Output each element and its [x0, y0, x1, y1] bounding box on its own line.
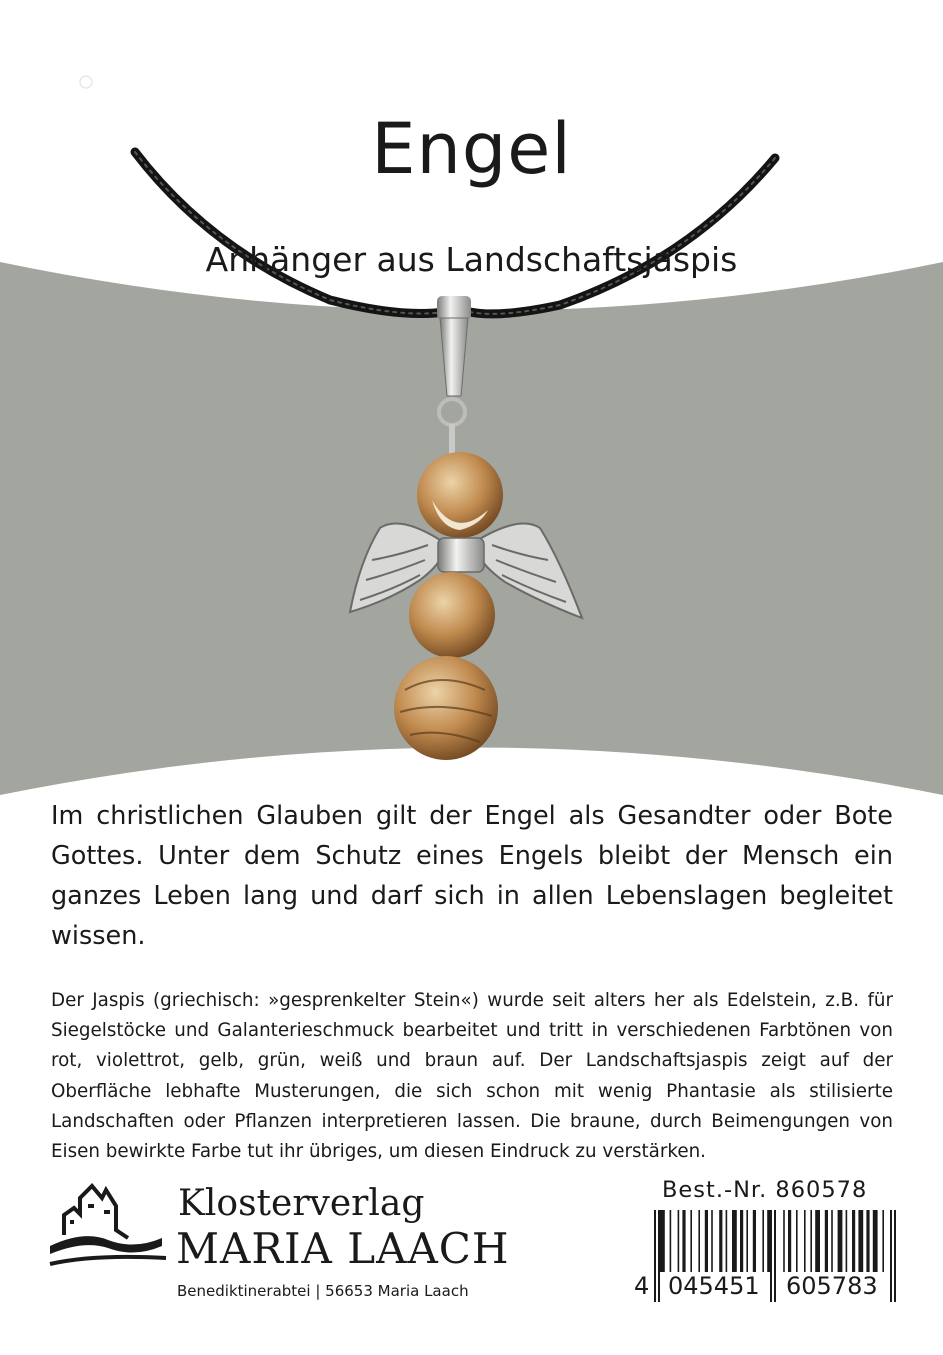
abbey-logo-icon	[44, 1180, 172, 1275]
head-stone	[417, 452, 503, 538]
lead-paragraph: Im christlichen Glauben gilt der Engel als Gesandter oder Bote Gottes. Unter dem Schutz eines Engels bleibt der Mensch ein ganzes Leben lang und darf sich in allen Lebenslagen begleitet wissen.	[51, 801, 893, 951]
white-dot	[80, 76, 92, 88]
body-stone	[409, 572, 495, 658]
publisher-name: Klosterverlag	[178, 1183, 425, 1224]
product-subtitle: Anhänger aus Landschaftsjaspis	[205, 240, 738, 279]
order-number: Best.-Nr. 860578	[662, 1177, 868, 1203]
product-title: Engel	[371, 108, 572, 190]
barcode	[630, 1206, 910, 1302]
barcode-digits-lead: 4	[634, 1272, 650, 1300]
base-stone	[394, 656, 498, 760]
barcode-digits-left: 045451	[668, 1272, 760, 1300]
body-paragraph: Der Jaspis (griechisch: »gesprenkelter Stein«) wurde seit alters her als Edelstein, z.B. für Siegelstöcke und Galanterieschmuck bearbeitet und tritt in verschiedenen Farbtönen von rot, violettrot, gelb, grün, weiß und braun auf. Der Landschaftsjaspis zeigt auf der Oberfläche lebhafte Musterungen, die sich schon mit wenig Phantasie als stilisierte Landschaften oder Pflanzen interpretieren lassen. Die braune, durch Beimengungen von Eisen bewirkte Farbe tut ihr übriges, um diesen Eindruck zu verstärken.	[51, 990, 893, 1163]
publisher-place: MARIA LAACH	[176, 1224, 510, 1273]
publisher-address: Benediktinerabtei | 56653 Maria Laach	[177, 1282, 469, 1300]
barcode-digits-right: 605783	[786, 1272, 878, 1300]
